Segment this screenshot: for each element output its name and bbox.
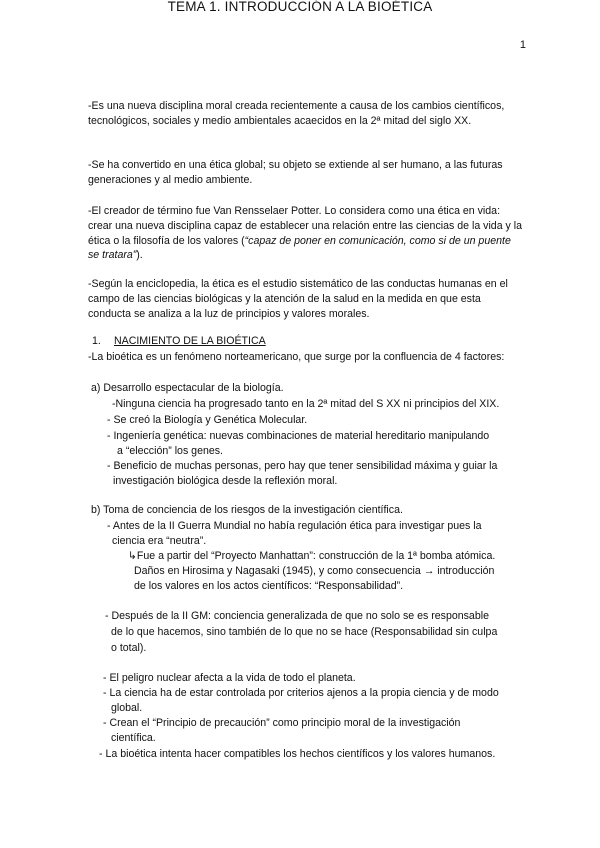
factor-a-title: a) Desarrollo espectacular de la biología. bbox=[91, 382, 284, 394]
factor-b-title: b) Toma de conciencia de los riesgos de la investigación científica. bbox=[91, 504, 403, 516]
intro-paragraph-4 bbox=[88, 277, 528, 321]
text-line bbox=[88, 234, 528, 249]
text-line: Daños en Hirosima y Nagasaki (1945), y como consecuencia → introducción bbox=[134, 565, 495, 577]
text-line: científica. bbox=[111, 732, 156, 744]
text-line: de lo que hacemos, sino también de lo que no se hace (Responsabilidad sin culpa bbox=[111, 626, 498, 638]
text-line: a “elección” los genes. bbox=[117, 445, 223, 457]
page-number: 1 bbox=[519, 39, 526, 51]
text-line: -Se ha convertido en una ética global; su objeto se extiende al ser humano, a las futuras bbox=[88, 159, 503, 171]
text-line: - Ingeniería genética: nuevas combinaciones de material hereditario manipulando bbox=[107, 430, 490, 442]
text-line: -El creador de término fue Van Rensselaer Potter. Lo considera como una ética en vida: bbox=[88, 205, 501, 217]
section-heading bbox=[88, 334, 266, 349]
text-line: - Crean el “Principio de precaución” como principio moral de la investigación bbox=[103, 717, 461, 729]
section-intro: -La bioética es un fenómeno norteamericano, que surge por la confluencia de 4 factores: bbox=[88, 351, 505, 363]
text-line: tecnológicos, sociales y medio ambientales acaecidos en la 2ª mitad del siglo XX. bbox=[88, 114, 472, 127]
text-line: ↳Fue a partir del “Proyecto Manhattan”: construcción de la 1ª bomba atómica. bbox=[128, 550, 496, 562]
text-line: - Beneficio de muchas personas, pero hay que tener sensibilidad máxima y guiar la bbox=[107, 460, 498, 472]
text-span: ). bbox=[136, 249, 143, 262]
page-title: TEMA 1. INTRODUCCIÓN A LA BIOÉTICA bbox=[167, 0, 433, 14]
text-line: crear una nueva disciplina capaz de establecer una relación entre las ciencias de la vida y la bbox=[88, 219, 523, 232]
text-line: - Antes de la II Guerra Mundial no había regulación ética para investigar pues la bbox=[107, 520, 482, 532]
text-line: campo de las ciencias biológicas y la atención de la salud en la medida en que esta bbox=[88, 292, 481, 305]
text-line: - La bioética intenta hacer compatibles los hechos científicos y los valores humanos. bbox=[99, 748, 496, 760]
text-line: o total). bbox=[111, 642, 147, 654]
text-line: - Después de la II GM: conciencia generalizada de que no solo se es responsable bbox=[105, 610, 489, 622]
text-line: conducta se analiza a la luz de principios y valores morales. bbox=[88, 307, 370, 320]
italic-quote: “capaz de poner en comunicación, como si de un puente bbox=[244, 234, 511, 247]
section-number: 1. bbox=[92, 335, 101, 347]
text-line: ciencia era “neutra”. bbox=[112, 535, 207, 547]
text-line: -Ninguna ciencia ha progresado tanto en la 2ª mitad del S XX ni principios del XIX. bbox=[112, 398, 500, 410]
text-line: - El peligro nuclear afecta a la vida de todo el planeta. bbox=[103, 672, 356, 684]
intro-paragraph-2 bbox=[88, 158, 528, 188]
text-line: - Se creó la Biología y Genética Molecular. bbox=[107, 414, 308, 426]
text-line: global. bbox=[111, 702, 143, 714]
intro-paragraph-3 bbox=[88, 204, 528, 263]
text-line bbox=[88, 248, 528, 263]
text-line: - La ciencia ha de estar controlada por criterios ajenos a la propia ciencia y de modo bbox=[103, 687, 499, 699]
text-line: de los valores en los actos científicos: “Responsabilidad”. bbox=[134, 580, 404, 592]
intro-paragraph-1 bbox=[88, 99, 528, 129]
italic-quote: se tratara” bbox=[88, 249, 137, 262]
text-line: generaciones y al medio ambiente. bbox=[88, 173, 253, 186]
text-line: -Según la enciclopedia, la ética es el estudio sistemático de las conductas humanas en el bbox=[88, 278, 508, 290]
text-line: investigación biológica desde la reflexión moral. bbox=[113, 475, 338, 487]
section-heading-text: NACIMIENTO DE LA BIOÉTICA bbox=[114, 335, 266, 347]
text-span: ética o la filosofía de los valores ( bbox=[88, 234, 245, 247]
text-line: -Es una nueva disciplina moral creada recientemente a causa de los cambios científicos, bbox=[88, 100, 505, 112]
